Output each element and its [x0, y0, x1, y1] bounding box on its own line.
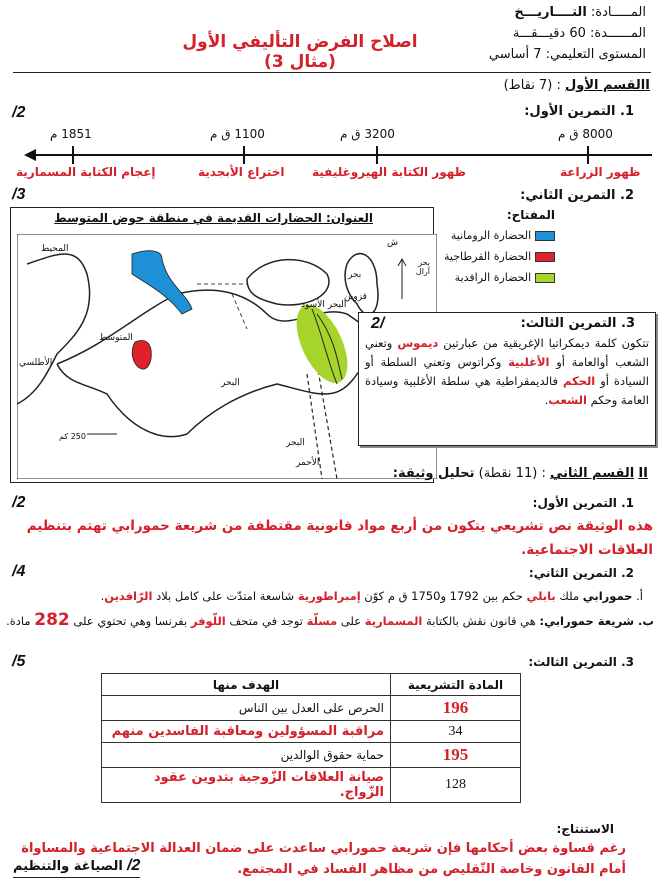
- timeline-event: ظهور الزراعة: [560, 165, 641, 179]
- ex1-score: /2: [12, 104, 26, 121]
- map-label-atlantic: الأطلسي: [19, 358, 53, 368]
- p2-ex1-score: /2: [12, 494, 26, 511]
- timeline-date: 1851 م: [50, 127, 92, 141]
- table-row: [102, 721, 521, 743]
- table-row: [102, 743, 521, 768]
- timeline-date: 3200 ق م: [340, 127, 395, 141]
- part2-points: : (11 نقطة): [478, 466, 546, 481]
- text-run: مادة.: [6, 614, 35, 628]
- table-row: [102, 768, 521, 803]
- ex2-label: 2. التمرين الثاني:: [520, 188, 634, 203]
- text-run: .: [100, 589, 105, 603]
- text-run: هي قانون نقش بالكتابة: [422, 614, 540, 628]
- highlight-term: إمبراطورية: [297, 589, 361, 603]
- ex3-box: [358, 312, 656, 446]
- page-title: اصلاح الفرض التأليفي الأول (مثال 3): [182, 32, 418, 72]
- p2-ex2-answer-a: [10, 586, 643, 606]
- table-header: المادة التشريعية: [391, 674, 521, 696]
- text-run: شاسعة امتدّت على كامل بلاد: [152, 589, 298, 603]
- timeline-tick: [72, 146, 74, 164]
- part2-heading: [393, 466, 648, 481]
- map-label-med: المتوسط: [99, 333, 133, 343]
- article-number: 195: [391, 743, 521, 768]
- legend-item: [444, 249, 555, 263]
- legend-label: الحضارة الرافدية: [454, 271, 532, 284]
- text-run: تتكون كلمة ديمكراتيا الإغريقية من عبارتين: [438, 336, 650, 350]
- article-goal: صيانة العلاقات الزّوجية بتدوين عقود الزّواج.: [102, 768, 391, 803]
- legend-label: الحضارة القرطاجية: [444, 250, 532, 263]
- timeline-event: اختراع الأبجدية: [198, 165, 285, 179]
- legend-title: المفتاح:: [506, 208, 555, 222]
- footer: [13, 857, 140, 878]
- timeline-tick: [376, 146, 378, 164]
- header-info: [446, 2, 646, 65]
- map-label-caspian: بحر: [348, 270, 362, 280]
- legend-label: الحضارة الرومانية: [450, 229, 532, 242]
- timeline-date: 8000 ق م: [558, 127, 613, 141]
- highlight-term: اللّوفر: [190, 614, 226, 628]
- highlight-term: الشعب: [548, 393, 587, 407]
- highlight-term: الرّافدين: [104, 589, 153, 603]
- article-number: 196: [391, 696, 521, 721]
- article-number: 34: [391, 721, 521, 743]
- level-label: المستوى التعليمي:: [545, 47, 646, 62]
- key-term: ب. شريعة حمورابي:: [539, 614, 654, 628]
- highlight-term: 282: [34, 610, 70, 630]
- highlight-term: بابلي: [526, 589, 556, 603]
- highlight-term: الحكم: [563, 374, 596, 388]
- timeline-event: إعجام الكتابة المسمارية: [16, 165, 156, 179]
- articles-table: [101, 673, 521, 803]
- ex3-score: /2: [371, 315, 385, 332]
- legend-swatch: [535, 273, 555, 283]
- timeline-axis: [28, 154, 652, 156]
- part1-title: القسم الأول: [565, 78, 646, 93]
- map-title: العنوان: الحضارات القديمة في منطقة حوض المتوسط: [54, 211, 373, 225]
- timeline-tick: [243, 146, 245, 164]
- p2-ex3-score: /5: [12, 653, 26, 670]
- duration: 60 دقيـــقـــة: [512, 26, 586, 41]
- part1-points: : (7 نقاط): [503, 78, 561, 93]
- footer-score: 2/: [126, 857, 141, 874]
- article-number: 128: [391, 768, 521, 803]
- text-run: بفرنسا وهي تحتوي على: [69, 614, 191, 628]
- part1-numeral: I: [645, 78, 650, 93]
- p2-ex1-label: 1. التمرين الأول:: [532, 496, 634, 510]
- map-label-aral: بحر آرال: [415, 258, 430, 276]
- legend-swatch: [535, 231, 555, 241]
- part2-subtitle: تحليل وثيقة:: [392, 466, 475, 481]
- ex2-score: /3: [12, 186, 26, 203]
- map-label-black-sea: البحر الأسود: [301, 300, 347, 310]
- text-run: وتعني الشعب أوالعامة أو: [365, 336, 650, 369]
- footer-label: الصياغة والتنظيم: [13, 859, 123, 874]
- timeline-event: ظهور الكتابة الهيروغليفية: [312, 165, 466, 179]
- highlight-term: مسلّة: [306, 614, 338, 628]
- text-run: وكراتوس وتعني السلطة أو السيادة أو: [365, 355, 650, 388]
- highlight-term: المسمارية: [364, 614, 423, 628]
- article-goal: مراقبة المسؤولين ومعاقبة الفاسدين منهم: [102, 721, 391, 743]
- table-row: [102, 696, 521, 721]
- map-label-ocean: المحيط: [41, 244, 69, 254]
- p2-ex1-answer: هذه الوثيقة نص تشريعي يتكون من أربع مواد قانونية مقتطفة من شريعة حمورابي تهتم بتنظيم العلاقات الاجتماعية.: [26, 518, 653, 558]
- ex3-answer: [365, 334, 649, 410]
- legend-swatch: [535, 252, 555, 262]
- part2-numeral: II: [638, 466, 648, 481]
- text-run: .: [544, 393, 549, 407]
- table-header: الهدف منها: [102, 674, 391, 696]
- legend: [444, 208, 555, 284]
- text-run: توجد في متحف: [225, 614, 307, 628]
- p2-ex2-label: 2. التمرين الثاني:: [528, 566, 634, 580]
- ex3-label: 3. التمرين الثالث:: [520, 316, 635, 331]
- timeline-date: 1100 ق م: [210, 127, 265, 141]
- timeline-tick: [587, 146, 589, 164]
- conclusion-text: رغم قساوة بعض أحكامها فإن شريعة حمورابي ساعدت على ضمان العدالة الاجتماعية والمساواة أمام القانون وخاصة التّقليص من مظاهر الفساد في المجتمع.: [21, 841, 626, 877]
- highlight-term: ديموس: [397, 336, 439, 350]
- conclusion-label: الاستنتاج:: [556, 822, 614, 836]
- article-goal: الحرص على العدل بين الناس: [102, 696, 391, 721]
- level: 7 أساسي: [488, 47, 542, 62]
- p2-ex2-score: /4: [12, 563, 26, 580]
- text-run: ملك: [555, 589, 583, 603]
- duration-label: المــــــدة:: [590, 26, 646, 41]
- map-scale: 250 كم: [59, 432, 86, 441]
- highlight-term: الأغلبية: [508, 355, 550, 369]
- article-goal: حماية حقوق الوالدين: [102, 743, 391, 768]
- text-run: فالديمقراطية هي سلطة الأغلبية وسيادة العامة وحكم: [365, 374, 649, 407]
- map-label-red-sea: البحر: [286, 438, 305, 448]
- text-run: أ.: [632, 589, 643, 603]
- timeline-arrow-icon: [24, 149, 36, 161]
- map-label-caspian-2: قزوين: [344, 292, 367, 302]
- legend-item: [444, 270, 555, 284]
- text-run: حكم بين 1792 و1750 ق م كوّن: [360, 589, 527, 603]
- map-label-sea: البحر: [221, 378, 240, 388]
- divider: [13, 72, 651, 73]
- subject-label: المـــــادة:: [590, 5, 646, 20]
- part1-heading: [504, 78, 650, 93]
- text-run: على: [337, 614, 365, 628]
- p2-ex3-label: 3. التمرين الثالث:: [528, 655, 634, 669]
- key-term: حمورابي: [582, 589, 633, 603]
- part2-title: القسم الثاني: [549, 466, 635, 481]
- subject: التــــاريـــخ: [514, 5, 587, 20]
- p2-ex2-answer-b: [6, 608, 654, 633]
- map-label-red-sea-2: الأحمر: [296, 458, 320, 468]
- legend-item: [444, 228, 555, 242]
- ex1-label: 1. التمرين الأول:: [524, 104, 634, 119]
- north-icon: ش: [387, 238, 398, 248]
